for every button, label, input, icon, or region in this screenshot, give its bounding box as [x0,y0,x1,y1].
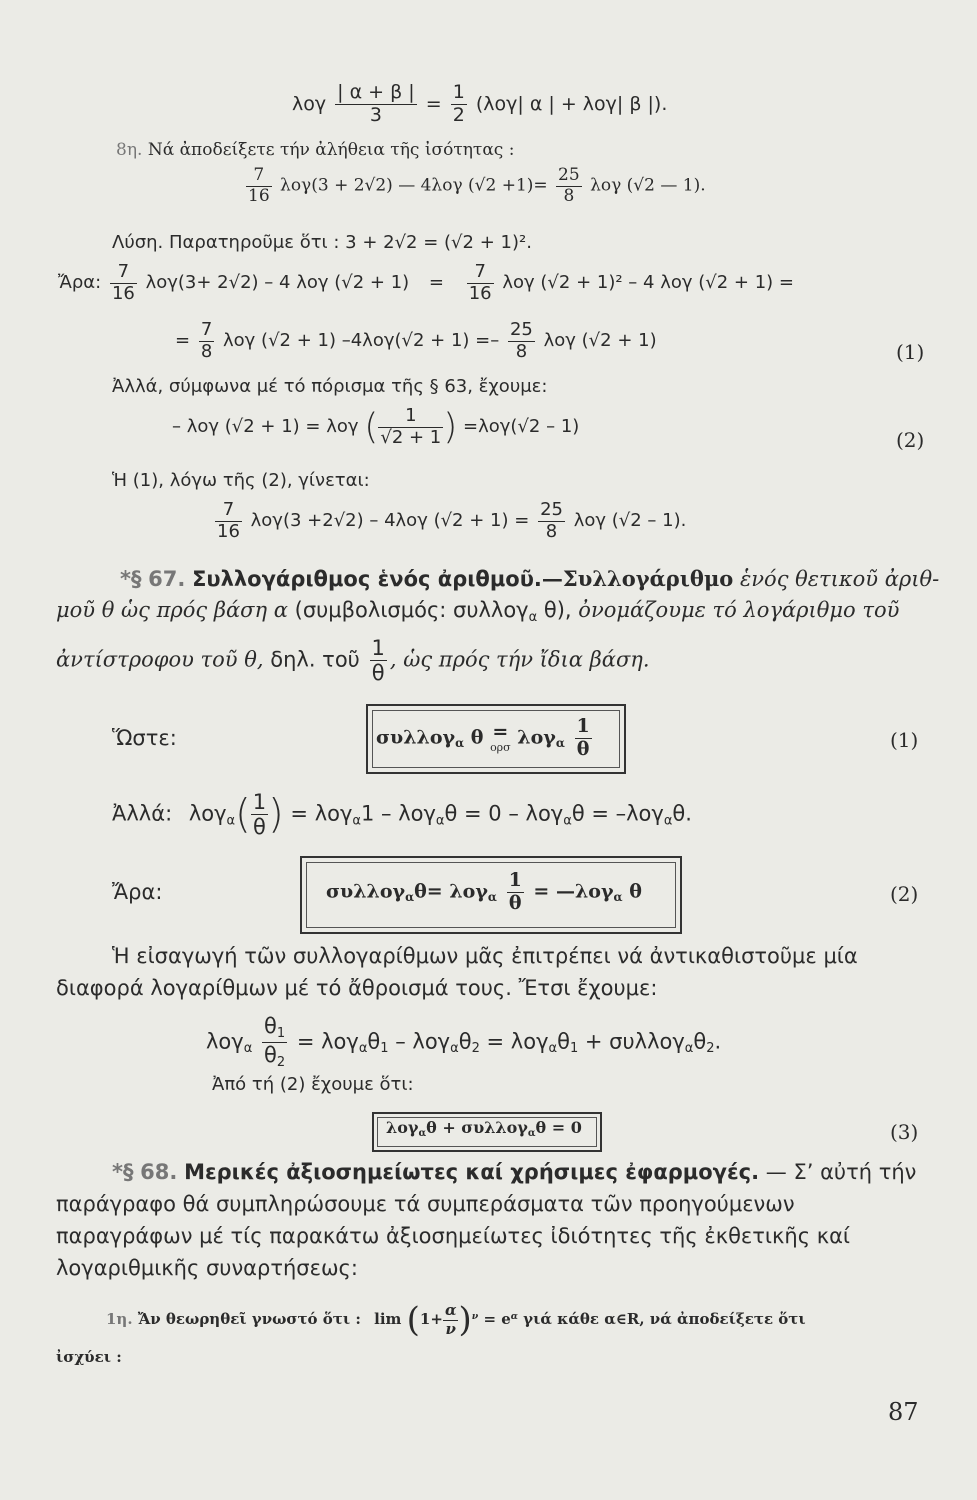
sub-alpha: α [663,813,673,829]
ex8-line3 [172,406,579,448]
top-lhs-den: 3 [369,103,382,126]
sub-alpha: α [435,813,445,829]
ex8-line1 [58,262,794,304]
frac-den: 16 [111,282,135,304]
frac-den [262,1043,287,1071]
top-frac-den: 2 [452,103,465,126]
frac-den: ν [445,1319,456,1338]
frac-den: θ [371,661,385,686]
definition-box-1-formula [376,716,595,761]
ex8-l1-b: λογ (√2 + 1)² – 4 λογ (√2 + 1) = [502,272,794,294]
frac-den: 16 [217,520,240,542]
box3-a: λογ [386,1118,419,1137]
frac-num: 1 [252,790,267,814]
top-formula [292,82,667,127]
page-number: 87 [888,1398,919,1426]
top-formula-prefix: λογ [292,92,327,115]
box2-b: θ= λογ [414,880,488,903]
sub-alpha: α [243,1041,253,1057]
sub-1: 1 [569,1041,579,1057]
sub-alpha: α [684,1041,694,1057]
ex8-eq-mid: λογ(3 + 2√2) — 4λογ (√2 +1)= [280,175,548,196]
paren-close: ) [458,1300,472,1340]
sub-alpha: α [405,889,415,904]
sub-alpha: α [226,813,236,829]
sec67-def2b: (συμβολισμός: συλλογ [294,598,529,622]
eq-number-3: (3) [890,1120,919,1144]
sup-nu: ν [471,1310,479,1322]
alla-eq2: 1 – λογ [361,801,436,826]
diff-i: θ [693,1029,707,1054]
diff-end: . [714,1029,722,1054]
sec68-number: 68. [140,1160,178,1184]
sup-alpha: α [510,1310,518,1322]
paren-open: ( [364,406,379,448]
alla-frac [251,790,268,839]
top-eq: = [425,92,442,115]
solution-label: Λύση. [112,232,164,253]
frac-25-8-b [538,500,565,542]
sub-alpha: α [555,735,565,750]
eq-number-1b: (1) [890,728,919,752]
frac-num: 7 [110,262,137,284]
ex1-line [106,1300,806,1340]
ex8-statement-line [116,140,514,160]
eq-sign: = [492,721,509,744]
ex1-b: 1+ [419,1310,443,1328]
ex8-l1-eq: = [428,272,444,294]
ex1-c: = e [483,1310,511,1328]
sub-1: 1 [380,1041,389,1057]
sub-alpha: α [418,1127,427,1139]
sec67-def3c: , ὡς πρός τήν ἴδια βάση. [389,647,650,672]
sec67-def-line3 [56,636,650,685]
frac-den: θ [253,815,266,840]
frac-den: 8 [545,520,558,542]
definition-box-2-formula [326,870,642,915]
box1-a: συλλογ [376,726,456,749]
frac-num: α [444,1301,457,1320]
ex8-l2-a: λογ (√2 + 1) –4λογ(√2 + 1) =– [223,330,500,352]
ex8-l2-b: λογ (√2 + 1) [543,330,657,352]
sec67-def-line2 [56,598,899,625]
frac-1-theta [370,636,387,685]
sub-alpha: α [450,1041,459,1057]
frac-den: 8 [515,340,528,362]
sub-alpha: α [527,1127,536,1139]
from2-line: Ἀπό τή (2) ἔχουμε ὅτι: [212,1074,414,1095]
sec67-def2a: μοῦ θ ὡς πρός βάση α [56,598,288,622]
ex8-l3-b: =λογ(√2 – 1) [463,416,580,438]
sec67-def1: ἑνός θετικοῦ ἀριθ- [740,567,940,591]
sec68-paragraph [56,1156,922,1284]
ex8-line4 [212,500,686,542]
hoste-label: Ὥστε: [112,726,177,750]
box2-c: = —λογ [533,880,614,903]
ex8-label: 8η. [116,140,143,160]
diff-g: θ [557,1029,570,1054]
sub-alpha: α [455,735,465,750]
paren-open: ( [406,1300,420,1340]
theta: θ [264,1014,277,1038]
frac-num: 1 [508,869,522,891]
ex1-frac [443,1302,459,1338]
sub-alpha: α [352,813,361,829]
frac-1-sqrt2p1 [378,406,443,448]
alla-equation [112,790,692,839]
frac-den: θ [508,891,522,914]
frac-num: 7 [246,166,272,187]
paren-open: ( [235,791,251,838]
ex8-l4-a: λογ(3 +2√2) – 4λογ (√2 + 1) = [250,510,530,532]
diff-c: θ [367,1029,381,1054]
definition-box-3-formula [386,1118,582,1139]
sec67-def3a: ἀντίστροφου τοῦ θ, [56,647,264,672]
sec67-dash: —Συλλογάριθμο [541,566,734,591]
frac-num: 1 [576,715,590,737]
box1-frac [575,716,592,761]
difference-equation [206,1014,721,1071]
diff-f: = λογ [479,1029,549,1054]
top-frac-num: 1 [452,81,465,103]
box2-d: θ [629,880,642,903]
box1-c: λογ [517,726,556,749]
sub-alpha: α [548,1041,558,1057]
sub-alpha: α [487,889,497,904]
diff-d: – λογ [388,1029,451,1054]
eq-number-1a: (1) [896,340,925,364]
sub-alpha: α [563,813,572,829]
diff-a: λογ [206,1029,244,1054]
sub-2: 2 [706,1041,715,1057]
intro-paragraph: Ἡ εἰσαγωγή τῶν συλλογαρίθμων μᾶς ἐπιτρέπει νά ἀντικαθιστοῦμε μία διαφορά λογαρίθμων μέ τό ἄθροισμά τους. Ἔτσι ἔχουμε: [56,944,858,1000]
frac-7-16-b [467,262,494,304]
top-rhs: (λογ| α | + λογ| β |). [475,92,668,115]
ex8-eq-end: λογ (√2 — 1). [590,175,706,196]
sec67-title: Συλλογάριθμος ἑνός ἀριθμοῦ. [192,567,542,591]
ex1-label: 1η. [106,1310,133,1328]
eq-sub: ορσ [490,741,511,755]
frac-den: 16 [248,185,270,206]
diff-frac [262,1014,287,1071]
box3-c: θ = 0 [535,1118,582,1137]
box2-a: συλλογ [326,880,406,903]
alla-eq5: θ. [672,801,692,826]
frac-num [262,1014,287,1043]
sec67-def3b: δηλ. τοῦ [270,647,360,672]
alla-log: λογ [188,801,227,826]
sec68-title: Μερικές ἀξιοσημείωτες καί χρήσιμες ἐφαρμογές. [184,1160,760,1184]
diff-h: + συλλογ [578,1029,685,1054]
frac-den: θ [576,737,590,760]
frac-25-8 [508,320,535,362]
ex8-h-line [112,470,370,491]
ex8-solution-line [112,232,532,253]
sub-2: 2 [471,1041,480,1057]
frac-num: 1 [378,406,443,428]
frac-den: 8 [200,340,213,362]
sec67-def2c: θ), [543,598,572,622]
ex8-frac-7-16 [246,166,272,206]
box1-b: θ [470,726,484,749]
sec67-heading-line [120,566,939,591]
sec67-number: 67. [148,567,186,591]
sec68-star: *§ [112,1160,134,1184]
sub-1: 1 [276,1025,286,1041]
alla-eq3: θ = 0 – λογ [444,801,564,826]
eq-number-2b: (2) [890,882,919,906]
ex1-a: Ἄν θεωρηθεῖ γνωστό ὅτι : [137,1310,361,1328]
ex8-l2-eq: = [175,330,191,352]
ex8-statement: Νά ἀποδείξετε τήν ἀλήθεια τῆς ἰσότητας : [147,140,515,160]
ex8-l3-a: – λογ (√2 + 1) = λογ [172,416,359,438]
sub-alpha: α [528,609,538,625]
sec67-def2d: ὀνομάζουμε τό λογάριθμο τοῦ [578,598,900,622]
frac-num: 25 [509,319,533,340]
sec67-star: *§ [120,567,142,591]
frac-7-8 [199,320,214,362]
ex8-h-text: Ἡ (1), λόγω τῆς (2), γίνεται: [112,470,370,491]
sub-2: 2 [276,1054,286,1070]
frac-num: 25 [540,499,563,520]
top-lhs-num: | α + β | [337,81,415,103]
frac-num: 7 [215,500,242,522]
alla-eq: = λογ [290,801,353,826]
sub-alpha: α [613,889,623,904]
frac-den: 8 [563,185,575,206]
top-formula-lhs-fraction [335,82,417,127]
ex8-equation [243,166,706,206]
ex8-l1-a: λογ(3+ 2√2) – 4 λογ (√2 + 1) [145,272,410,294]
frac-num: 1 [371,636,385,660]
solution-text: Παρατηροῦμε ὅτι : 3 + 2√2 = (√2 + 1)². [169,232,532,253]
diff-b: = λογ [296,1029,359,1054]
eq-number-2a: (2) [896,428,925,452]
def-equals [490,723,511,753]
theta: θ [264,1042,277,1067]
frac-7-16 [110,262,137,304]
ex8-frac-25-8 [556,166,582,206]
paren-close: ) [443,406,458,448]
frac-num: 7 [200,319,213,340]
frac-num: 25 [558,165,580,185]
ex8-alla-text: Ἀλλά, σύμφωνα μέ τό πόρισμα τῆς § 63, ἔχουμε: [112,376,548,397]
diff-e: θ [458,1029,472,1054]
frac-den: 16 [468,282,492,304]
sec68-rest: — Σ’ αὐτή τήν παράγραφο θά συμπληρώσουμε τά συμπεράσματα τῶν προηγούμενων παραγράφων μέ τίς παρακάτω ἀξιοσημείωτες ἰδιότητες τῆς ἐκθετικῆς καί λογαριθμικῆς συναρτήσεως: [56,1160,917,1280]
top-formula-frac [451,82,467,127]
ara2-label: Ἄρα: [112,880,163,904]
frac-num: 7 [467,262,494,284]
ex1-line2: ἰσχύει : [56,1348,122,1366]
ex8-alla-line [112,376,547,397]
ara-label: Ἄρα: [58,272,102,294]
ex1-lim: lim [374,1310,402,1328]
paren-close: ) [268,791,284,838]
ex1-d: γιά κάθε α∈R, νά ἀποδείξετε ὅτι [523,1310,806,1328]
frac-7-16-c [215,500,242,542]
box3-b: θ + συλλογ [426,1118,528,1137]
alla-eq4: θ = –λογ [571,801,664,826]
box2-frac [507,870,524,915]
frac-den: √2 + 1 [380,426,442,448]
alla-label: Ἀλλά: [112,801,173,826]
ex8-line2 [175,320,657,362]
sub-alpha: α [358,1041,368,1057]
ex8-l4-b: λογ (√2 – 1). [573,510,687,532]
